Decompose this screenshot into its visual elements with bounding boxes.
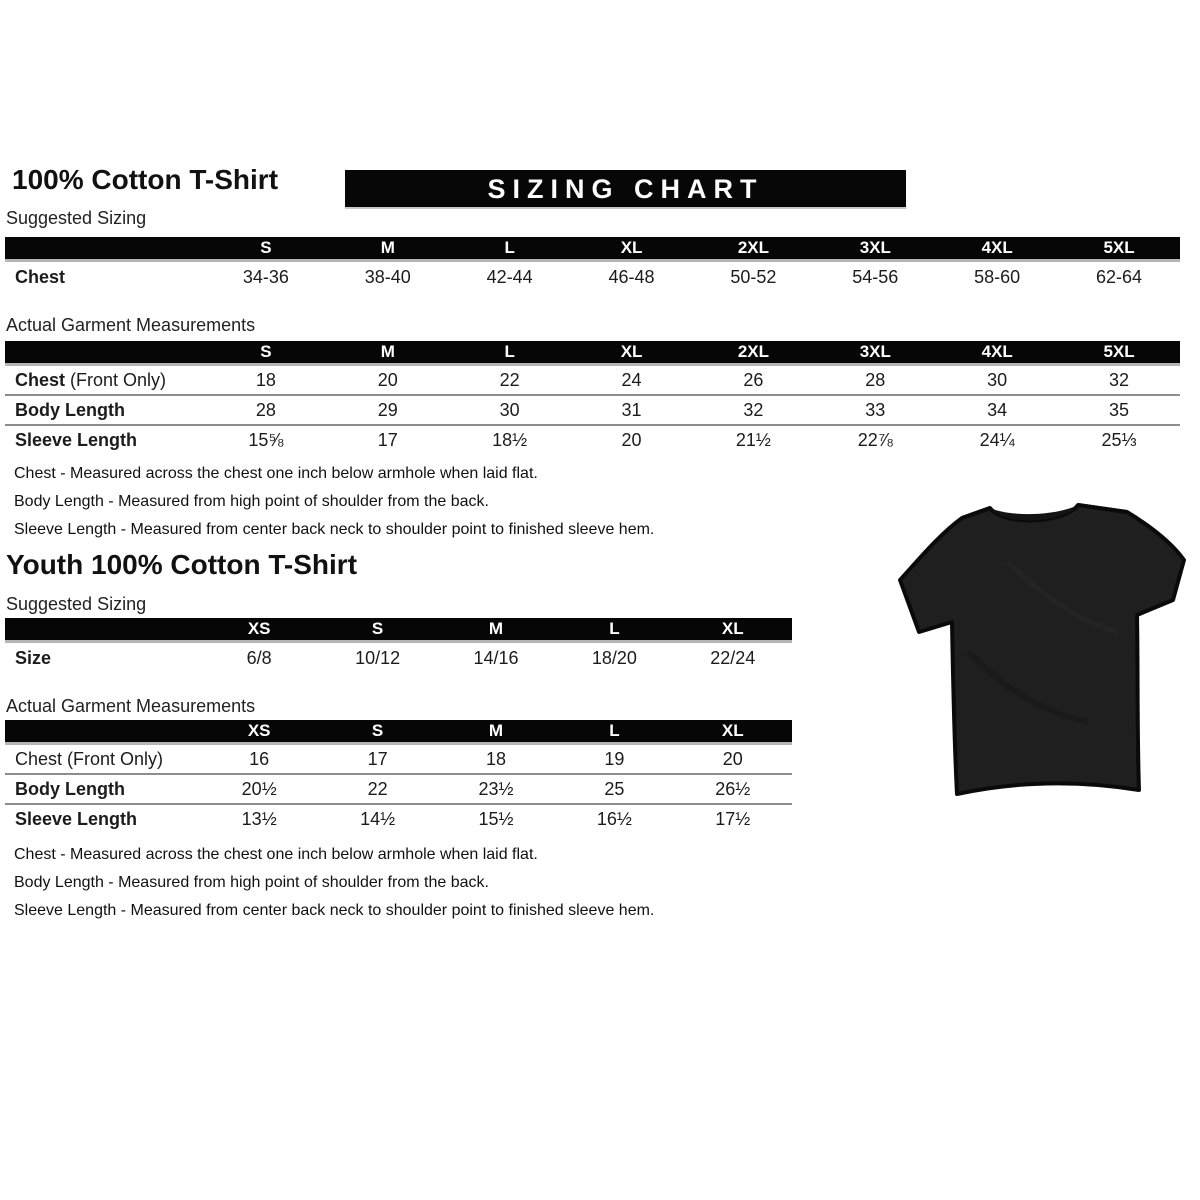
cell-value: 13½ [241, 809, 277, 829]
size-header-m: M [380, 238, 395, 257]
size-header-s: S [260, 342, 272, 361]
size-header-2xl: 2XL [737, 238, 770, 257]
size-header-5xl: 5XL [1103, 238, 1135, 257]
cell-value: 15½ [478, 809, 514, 829]
size-header-xs: XS [247, 721, 271, 740]
size-header-xl: XL [620, 238, 643, 257]
row-label-text: Size [15, 648, 52, 668]
sizing-chart-banner: SIZING CHART [345, 170, 906, 207]
row-label-text: Chest [15, 370, 66, 390]
cell-value: 30 [499, 400, 520, 420]
cell-value: 32 [1109, 370, 1130, 390]
cell-value: 50-52 [730, 267, 777, 287]
row-label-text: Chest [15, 267, 66, 287]
cell-value: 19 [604, 749, 625, 769]
row-label-text: Chest (Front Only) [15, 749, 164, 769]
size-header-s: S [371, 619, 384, 638]
cell-value: 29 [377, 400, 398, 420]
adult-suggested-header-row [5, 237, 1180, 262]
youth-note-chest: Chest - Measured across the chest one inch below armhole when laid flat. [14, 846, 538, 863]
size-header-4xl: 4XL [981, 342, 1013, 361]
cell-value: 46-48 [608, 267, 655, 287]
size-header-2xl: 2XL [737, 342, 770, 361]
row-label-suffix: (Front Only) [65, 370, 167, 390]
header-spacer [5, 720, 200, 742]
youth-actual-measurements-table [5, 720, 792, 833]
cell-value: 34-36 [242, 267, 289, 287]
header-spacer [5, 341, 205, 363]
cell-value: 22 [499, 370, 520, 390]
cell-value: 20 [722, 749, 743, 769]
cell-value: 14/16 [473, 648, 519, 668]
adult-note-body-length: Body Length - Measured from high point of shoulder from the back. [14, 493, 489, 510]
cell-value: 21½ [735, 430, 771, 450]
youth-suggested-header-row [5, 618, 792, 643]
cell-value: 25 [604, 779, 625, 799]
size-header-l: L [504, 342, 515, 361]
size-header-3xl: 3XL [859, 342, 891, 361]
cell-value: 28 [255, 400, 276, 420]
cell-value: 38-40 [364, 267, 411, 287]
row-label-text: Sleeve Length [15, 809, 138, 829]
cell-value: 26 [743, 370, 764, 390]
cell-value: 33 [865, 400, 886, 420]
adult-note-chest: Chest - Measured across the chest one inch below armhole when laid flat. [14, 465, 538, 482]
cell-value: 34 [987, 400, 1008, 420]
row-label [5, 643, 200, 673]
adult-suggested-sizing-label: Suggested Sizing [6, 208, 147, 228]
cell-value: 17½ [715, 809, 751, 829]
size-header-xl: XL [721, 619, 744, 638]
table-row-sleeve-length [5, 426, 1180, 454]
tshirt-illustration [888, 472, 1198, 820]
cell-value: 14½ [360, 809, 396, 829]
cell-value: 30 [987, 370, 1008, 390]
adult-actual-measurements-table [5, 341, 1180, 454]
header-spacer [5, 237, 205, 259]
header-spacer [5, 618, 200, 640]
adult-section-title: 100% Cotton T-Shirt [12, 164, 279, 195]
row-label [5, 396, 205, 424]
size-header-m: M [488, 619, 504, 638]
youth-suggested-sizing-table [5, 618, 792, 673]
cell-value: 23½ [478, 779, 514, 799]
cell-value: 20 [377, 370, 398, 390]
row-label [5, 366, 205, 394]
cell-value: 18 [485, 749, 506, 769]
cell-value: 35 [1109, 400, 1130, 420]
size-header-l: L [609, 721, 620, 740]
table-row-chest-front-only [5, 745, 792, 775]
table-row-sleeve-length [5, 805, 792, 833]
cell-value: 28 [865, 370, 886, 390]
youth-suggested-sizing-label: Suggested Sizing [6, 594, 147, 614]
size-header-m: M [380, 342, 395, 361]
youth-actual-header-row [5, 720, 792, 745]
youth-section-title: Youth 100% Cotton T-Shirt [6, 549, 358, 580]
cell-value: 18/20 [591, 648, 637, 668]
cell-value: 18 [255, 370, 276, 390]
row-label-text: Body Length [15, 779, 125, 799]
cell-value: 22 [367, 779, 388, 799]
cell-value: 26½ [715, 779, 751, 799]
adult-actual-measurements-label: Actual Garment Measurements [6, 315, 256, 335]
youth-note-body-length: Body Length - Measured from high point of shoulder from the back. [14, 874, 489, 891]
cell-value: 6/8 [246, 648, 272, 668]
cell-value: 25⅓ [1101, 430, 1137, 450]
row-label-text: Body Length [15, 400, 125, 420]
row-label [5, 745, 200, 773]
cell-value: 62-64 [1096, 267, 1143, 287]
size-header-xl: XL [620, 342, 643, 361]
size-header-l: L [504, 238, 515, 257]
black-tshirt-image [888, 472, 1198, 820]
row-label-text: Sleeve Length [15, 430, 138, 450]
row-label [5, 775, 200, 803]
cell-value: 24 [621, 370, 642, 390]
row-label [5, 805, 200, 833]
cell-value: 16 [249, 749, 270, 769]
cell-value: 32 [743, 400, 764, 420]
size-header-s: S [260, 238, 272, 257]
size-header-4xl: 4XL [981, 238, 1013, 257]
cell-value: 31 [621, 400, 642, 420]
youth-actual-measurements-label: Actual Garment Measurements [6, 696, 256, 716]
size-header-s: S [371, 721, 384, 740]
cell-value: 18½ [492, 430, 528, 450]
cell-value: 15⅝ [248, 430, 284, 450]
table-row-chest [5, 262, 1180, 292]
table-row-size [5, 643, 792, 673]
cell-value: 17 [367, 749, 388, 769]
size-header-l: L [609, 619, 620, 638]
table-row-body-length [5, 396, 1180, 426]
cell-value: 54-56 [852, 267, 899, 287]
youth-note-sleeve-length: Sleeve Length - Measured from center back neck to shoulder point to finished sleeve hem. [14, 902, 655, 919]
cell-value: 16½ [596, 809, 632, 829]
size-header-5xl: 5XL [1103, 342, 1135, 361]
size-header-xs: XS [247, 619, 271, 638]
adult-actual-header-row [5, 341, 1180, 366]
cell-value: 24¼ [979, 430, 1015, 450]
size-header-3xl: 3XL [859, 238, 891, 257]
cell-value: 42-44 [486, 267, 533, 287]
size-header-xl: XL [721, 721, 744, 740]
cell-value: 20 [621, 430, 642, 450]
cell-value: 10/12 [355, 648, 401, 668]
table-row-body-length [5, 775, 792, 805]
row-label [5, 426, 205, 454]
cell-value: 22/24 [710, 648, 756, 668]
adult-suggested-sizing-table [5, 237, 1180, 292]
adult-note-sleeve-length: Sleeve Length - Measured from center back neck to shoulder point to finished sleeve hem. [14, 521, 655, 538]
cell-value: 22⅞ [857, 430, 893, 450]
table-row-chest-front-only [5, 366, 1180, 396]
cell-value: 20½ [241, 779, 277, 799]
size-header-m: M [488, 721, 504, 740]
row-label [5, 262, 205, 292]
cell-value: 58-60 [974, 267, 1021, 287]
cell-value: 17 [377, 430, 398, 450]
